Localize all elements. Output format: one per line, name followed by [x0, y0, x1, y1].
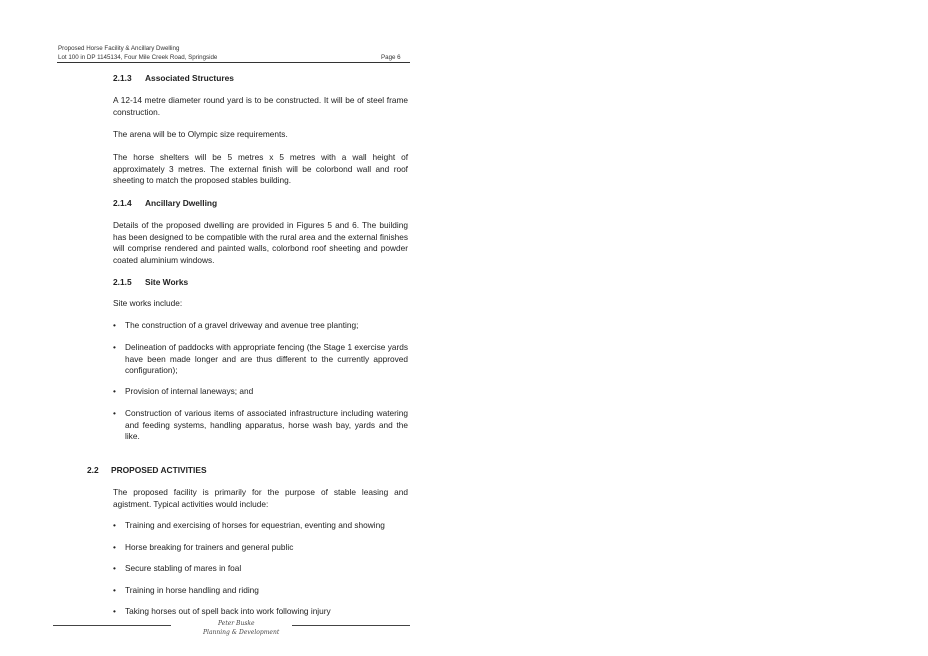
- list-item: [113, 563, 408, 575]
- paragraph-arena: The arena will be to Olympic size requirements.: [113, 129, 288, 139]
- list-item-text: Construction of various items of associated infrastructure including watering and feeding systems, handling apparatus, horse wash bay, yards and the like.: [125, 408, 408, 441]
- footer-rule-left: [53, 625, 171, 626]
- list-item: [113, 585, 408, 597]
- list-item-text: Training in horse handling and riding: [125, 585, 259, 595]
- bullet-icon: •: [113, 320, 116, 330]
- bullet-icon: •: [113, 563, 116, 573]
- list-item: [113, 542, 408, 554]
- paragraph-horse-shelters: The horse shelters will be 5 metres x 5 metres with a wall height of approximately 3 metres. The external finish will be colorbond wall and roof sheeting to match the proposed stables building.: [113, 152, 408, 185]
- bullet-icon: •: [113, 542, 116, 552]
- bullet-icon: •: [113, 520, 116, 530]
- footer-signature-company: Planning & Development: [203, 629, 280, 636]
- heading-2-1-4: [113, 198, 217, 208]
- paragraph-round-yard: A 12-14 metre diameter round yard is to be constructed. It will be of steel frame construction.: [113, 95, 408, 117]
- section-title: Associated Structures: [145, 73, 234, 83]
- footer-signature-name: Peter Buske: [218, 620, 255, 627]
- list-item-text: Horse breaking for trainers and general public: [125, 542, 294, 552]
- paragraph-site-works-intro: Site works include:: [113, 298, 183, 308]
- list-item: [113, 408, 408, 443]
- section-title: Site Works: [145, 277, 189, 287]
- bullet-icon: •: [113, 386, 116, 396]
- bullet-icon: •: [113, 408, 116, 418]
- list-item-text: The construction of a gravel driveway and avenue tree planting;: [125, 320, 359, 330]
- paragraph-dwelling: Details of the proposed dwelling are provided in Figures 5 and 6. The building has been designed to be compatible with the rural area and the external finishes will comprise rendered and painted walls, colorbond roof sheeting and powder coated aluminium windows.: [113, 220, 408, 265]
- list-item: [113, 520, 408, 532]
- list-item-text: Taking horses out of spell back into work following injury: [125, 606, 331, 616]
- header-location: Lot 100 in DP 1145134, Four Mile Creek Road, Springside: [58, 54, 218, 61]
- heading-2-2: [87, 465, 207, 475]
- list-item: [113, 606, 408, 618]
- list-item-text: Training and exercising of horses for equestrian, eventing and showing: [125, 520, 385, 530]
- bullet-icon: •: [113, 342, 116, 352]
- bullet-icon: •: [113, 585, 116, 595]
- section-title: PROPOSED ACTIVITIES: [111, 465, 207, 475]
- list-item-text: Secure stabling of mares in foal: [125, 563, 242, 573]
- section-title: Ancillary Dwelling: [145, 198, 218, 208]
- list-item: [113, 386, 408, 398]
- list-item: [113, 320, 408, 332]
- section-number: 2.2: [87, 465, 99, 475]
- heading-2-1-3: [113, 73, 234, 83]
- list-item-text: Delineation of paddocks with appropriate fencing (the Stage 1 exercise yards have been made longer and are thus different to the currently approved configuration);: [125, 342, 408, 375]
- list-item-text: Provision of internal laneways; and: [125, 386, 254, 396]
- header-title: Proposed Horse Facility & Ancillary Dwelling: [58, 45, 180, 52]
- section-number: 2.1.5: [113, 277, 132, 287]
- page-number: Page 6: [381, 54, 401, 61]
- bullet-icon: •: [113, 606, 116, 616]
- list-item: [113, 342, 408, 377]
- paragraph-activities-intro: The proposed facility is primarily for the purpose of stable leasing and agistment. Typical activities would include:: [113, 487, 408, 509]
- heading-2-1-5: [113, 277, 188, 287]
- section-number: 2.1.4: [113, 198, 132, 208]
- header-rule: [57, 62, 410, 63]
- section-number: 2.1.3: [113, 73, 132, 83]
- footer-rule-right: [292, 625, 410, 626]
